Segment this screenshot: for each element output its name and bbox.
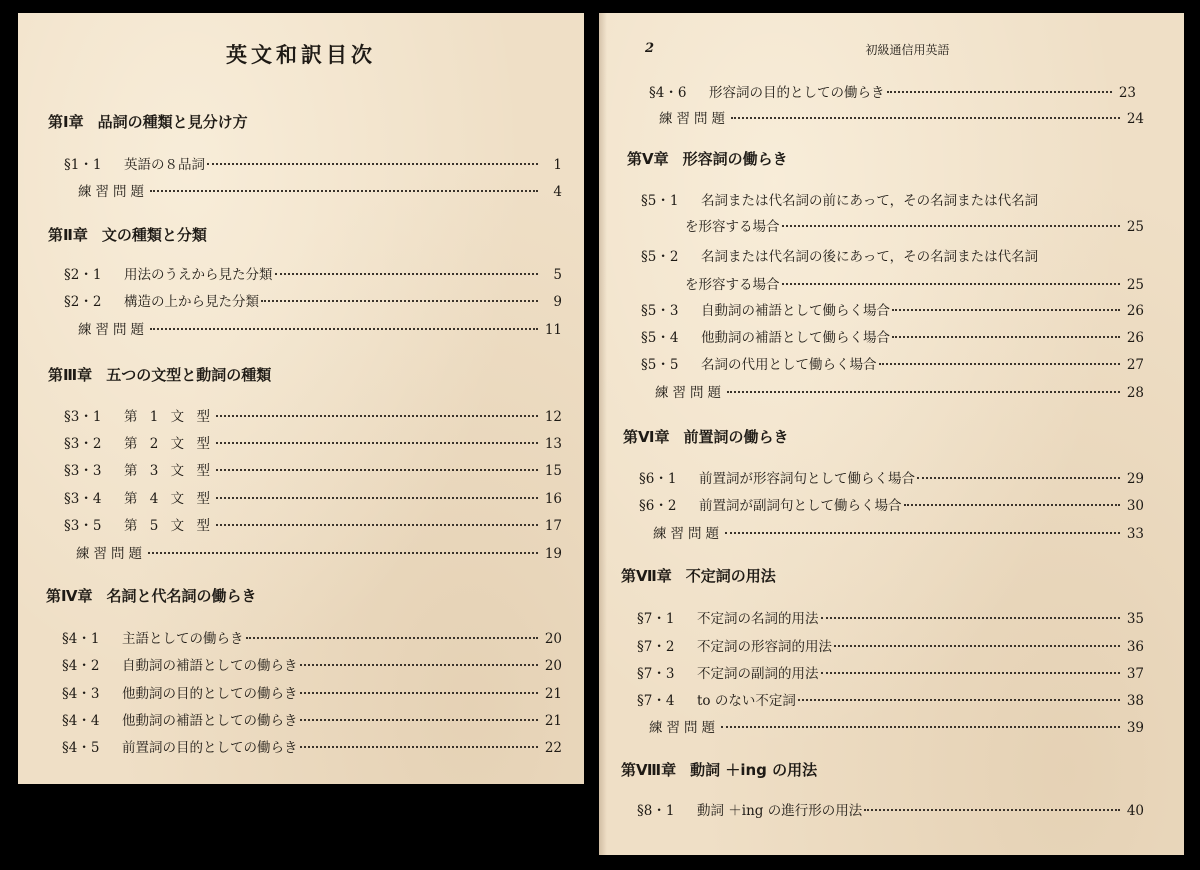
leader-dots	[300, 746, 539, 748]
entry-label: 練習問題	[76, 546, 146, 562]
section-number: §4・2	[62, 658, 100, 674]
page-number: 12	[544, 409, 562, 425]
toc-entry[interactable]	[78, 320, 562, 340]
entry-label: 不定詞の副詞的用法	[697, 666, 819, 682]
section-number: §5・4	[641, 330, 679, 346]
chapter-title: 名詞と代名詞の働らき	[106, 587, 257, 605]
toc-entry[interactable]	[64, 292, 562, 312]
entry-label: 練習問題	[655, 385, 725, 401]
leader-dots	[207, 163, 538, 165]
page-number: 23	[1118, 85, 1136, 101]
page-number: 24	[1126, 111, 1144, 127]
entry-label: 自動詞の補語として働らく場合	[701, 303, 890, 319]
toc-entry[interactable]	[637, 637, 1144, 657]
page-gutter-shadow	[599, 13, 607, 855]
section-number: §6・1	[639, 471, 677, 487]
toc-entry[interactable]	[641, 328, 1144, 348]
toc-entry[interactable]	[637, 691, 1144, 711]
entry-label: 不定詞の形容詞的用法	[697, 639, 832, 655]
leader-dots	[216, 415, 538, 417]
chapter-heading	[621, 759, 817, 780]
toc-entry[interactable]	[637, 801, 1144, 821]
section-number: §4・3	[62, 686, 100, 702]
page-number: 15	[544, 463, 562, 479]
toc-entry[interactable]	[637, 664, 1144, 684]
toc-entry[interactable]	[637, 609, 1144, 629]
chapter-title: 不定詞の用法	[685, 567, 776, 585]
toc-entry[interactable]	[76, 544, 562, 564]
toc-entry[interactable]	[64, 516, 562, 536]
leader-dots	[150, 328, 538, 330]
chapter-label: 第Ⅴ章	[627, 150, 669, 168]
page-number: 36	[1126, 639, 1144, 655]
section-number: §3・5	[64, 518, 102, 534]
page-number: 30	[1126, 498, 1144, 514]
page-number: 33	[1126, 526, 1144, 542]
entry-label: 形容詞の目的としての働らき	[709, 85, 885, 101]
section-number: §6・2	[639, 498, 677, 514]
section-number: §4・1	[62, 631, 100, 647]
leader-dots	[821, 672, 1121, 674]
toc-entry[interactable]	[641, 301, 1144, 321]
toc-entry[interactable]	[64, 434, 562, 454]
right-page	[599, 13, 1184, 855]
toc-entry[interactable]	[639, 496, 1144, 516]
page-number: 9	[553, 294, 562, 310]
leader-dots	[721, 726, 1120, 728]
section-number: §3・1	[64, 409, 102, 425]
toc-entry[interactable]	[653, 524, 1144, 544]
leader-dots	[782, 225, 1121, 227]
chapter-heading	[48, 364, 271, 385]
section-number: §5・1	[641, 193, 679, 209]
entry-label: 練習問題	[649, 720, 719, 736]
section-number: §4・5	[62, 740, 100, 756]
leader-dots	[892, 336, 1120, 338]
toc-title: 英文和訳目次	[226, 43, 376, 67]
leader-dots	[216, 524, 538, 526]
toc-entry[interactable]	[78, 182, 562, 202]
toc-entry[interactable]	[64, 461, 562, 481]
toc-entry[interactable]	[649, 718, 1144, 738]
entry-label-continued: を形容する場合	[685, 277, 780, 293]
page-number: 40	[1126, 803, 1144, 819]
entry-label: 名詞または代名詞の後にあって，その名詞または代名詞	[701, 249, 1039, 265]
chapter-label: 第Ⅲ章	[48, 366, 93, 384]
section-number: §7・1	[637, 611, 675, 627]
page-number: 4	[553, 184, 562, 200]
toc-entry[interactable]	[64, 489, 562, 509]
entry-label: 前置詞の目的としての働らき	[122, 740, 298, 756]
entry-label: 前置詞が形容詞句として働らく場合	[699, 471, 915, 487]
section-number: §1・1	[64, 157, 102, 173]
toc-entry[interactable]	[685, 217, 1144, 237]
entry-label: 前置詞が副詞句として働らく場合	[699, 498, 902, 514]
entry-label: 自動詞の補語としての働らき	[122, 658, 298, 674]
entry-label: 第 2 文 型	[124, 436, 214, 452]
entry-label: 練習問題	[653, 526, 723, 542]
leader-dots	[731, 117, 1120, 119]
folio: 2	[645, 41, 655, 56]
toc-entry[interactable]	[64, 155, 562, 175]
chapter-title: 文の種類と分類	[101, 226, 207, 244]
entry-label: 第 3 文 型	[124, 463, 214, 479]
toc-entry[interactable]	[639, 469, 1144, 489]
toc-entry[interactable]	[62, 629, 562, 649]
chapter-heading	[623, 426, 789, 447]
chapter-heading	[48, 111, 248, 132]
page-number: 16	[544, 491, 562, 507]
chapter-title: 動詞 ＋ing の用法	[690, 761, 818, 779]
left-page	[18, 13, 584, 784]
toc-entry[interactable]	[62, 711, 562, 731]
section-number: §3・2	[64, 436, 102, 452]
entry-label: 名詞の代用として働らく場合	[701, 357, 877, 373]
chapter-label: 第Ⅱ章	[48, 226, 88, 244]
chapter-label: 第Ⅶ章	[621, 567, 672, 585]
leader-dots	[246, 637, 539, 639]
page-number: 25	[1126, 277, 1144, 293]
chapter-title: 形容詞の働らき	[682, 150, 788, 168]
page-number: 29	[1126, 471, 1144, 487]
entry-label: 練習問題	[78, 184, 148, 200]
entry-label: 不定詞の名詞的用法	[697, 611, 819, 627]
leader-dots	[216, 497, 538, 499]
entry-label: 用法のうえから見た分類	[124, 267, 273, 283]
page-number: 19	[544, 546, 562, 562]
chapter-heading	[627, 148, 788, 169]
entry-label: 練習問題	[78, 322, 148, 338]
section-number: §8・1	[637, 803, 675, 819]
toc-entry-first-line[interactable]	[641, 191, 1038, 211]
section-number: §2・1	[64, 267, 102, 283]
chapter-label: 第Ⅰ章	[48, 113, 84, 131]
leader-dots	[150, 190, 538, 192]
toc-entry[interactable]	[64, 407, 562, 427]
page-number: 26	[1126, 303, 1144, 319]
leader-dots	[300, 664, 539, 666]
leader-dots	[892, 309, 1120, 311]
page-number: 35	[1126, 611, 1144, 627]
leader-dots	[300, 692, 539, 694]
toc-entry[interactable]	[62, 738, 562, 758]
page-number: 38	[1126, 693, 1144, 709]
leader-dots	[798, 699, 1120, 701]
leader-dots	[727, 391, 1120, 393]
book-title: 初級通信用英語	[865, 43, 950, 57]
page-number: 26	[1126, 330, 1144, 346]
page-number: 20	[544, 658, 562, 674]
entry-label: 主語としての働らき	[122, 631, 244, 647]
page-number: 1	[553, 157, 562, 173]
toc-entry[interactable]	[62, 684, 562, 704]
page-number: 11	[544, 322, 562, 338]
page-number: 20	[544, 631, 562, 647]
leader-dots	[834, 645, 1120, 647]
leader-dots	[887, 91, 1113, 93]
section-number: §5・5	[641, 357, 679, 373]
page-number: 17	[544, 518, 562, 534]
entry-label: to のない不定詞	[697, 693, 796, 709]
toc-entry-first-line[interactable]	[641, 247, 1038, 267]
page-number: 13	[544, 436, 562, 452]
section-number: §4・6	[649, 85, 687, 101]
toc-entry[interactable]	[655, 383, 1144, 403]
entry-label: 第 4 文 型	[124, 491, 214, 507]
toc-entry[interactable]	[62, 656, 562, 676]
entry-label: 英語の８品詞	[124, 157, 205, 173]
leader-dots	[275, 273, 539, 275]
section-number: §5・3	[641, 303, 679, 319]
section-number: §2・2	[64, 294, 102, 310]
entry-label: 動詞 ＋ing の進行形の用法	[697, 803, 863, 819]
entry-label-continued: を形容する場合	[685, 219, 780, 235]
page-number: 37	[1126, 666, 1144, 682]
entry-label: 第 1 文 型	[124, 409, 214, 425]
running-head	[645, 41, 1170, 59]
entry-label: 名詞または代名詞の前にあって，その名詞または代名詞	[701, 193, 1039, 209]
entry-label: 他動詞の補語としての働らき	[122, 713, 298, 729]
chapter-heading	[621, 565, 776, 586]
section-number: §3・4	[64, 491, 102, 507]
entry-label: 練習問題	[659, 111, 729, 127]
chapter-heading	[48, 224, 207, 245]
toc-entry[interactable]	[64, 265, 562, 285]
leader-dots	[216, 442, 538, 444]
page-number: 5	[553, 267, 562, 283]
section-number: §5・2	[641, 249, 679, 265]
section-number: §7・3	[637, 666, 675, 682]
page-number: 21	[544, 686, 562, 702]
leader-dots	[725, 532, 1120, 534]
leader-dots	[782, 283, 1121, 285]
leader-dots	[216, 469, 538, 471]
entry-label: 他動詞の補語として働らく場合	[701, 330, 890, 346]
chapter-label: 第Ⅷ章	[621, 761, 677, 779]
section-number: §3・3	[64, 463, 102, 479]
chapter-label: 第Ⅵ章	[623, 428, 670, 446]
chapter-heading	[46, 585, 257, 606]
leader-dots	[300, 719, 539, 721]
entry-label: 他動詞の目的としての働らき	[122, 686, 298, 702]
toc-entry[interactable]	[641, 355, 1144, 375]
leader-dots	[864, 809, 1120, 811]
chapter-title: 前置詞の働らき	[683, 428, 789, 446]
leader-dots	[261, 300, 538, 302]
leader-dots	[148, 552, 538, 554]
leader-dots	[821, 617, 1121, 619]
toc-entry[interactable]	[659, 109, 1144, 129]
section-number: §7・2	[637, 639, 675, 655]
entry-label: 構造の上から見た分類	[124, 294, 259, 310]
chapter-label: 第Ⅳ章	[46, 587, 93, 605]
page-number: 25	[1126, 219, 1144, 235]
section-number: §4・4	[62, 713, 100, 729]
page-number: 22	[544, 740, 562, 756]
toc-entry[interactable]	[685, 275, 1144, 295]
toc-entry[interactable]	[649, 83, 1136, 103]
page-number: 28	[1126, 385, 1144, 401]
section-number: §7・4	[637, 693, 675, 709]
leader-dots	[917, 477, 1120, 479]
chapter-title: 五つの文型と動詞の種類	[106, 366, 272, 384]
page-number: 21	[544, 713, 562, 729]
page-number: 27	[1126, 357, 1144, 373]
leader-dots	[904, 504, 1121, 506]
entry-label: 第 5 文 型	[124, 518, 214, 534]
chapter-title: 品詞の種類と見分け方	[97, 113, 248, 131]
page-number: 39	[1126, 720, 1144, 736]
leader-dots	[879, 363, 1121, 365]
